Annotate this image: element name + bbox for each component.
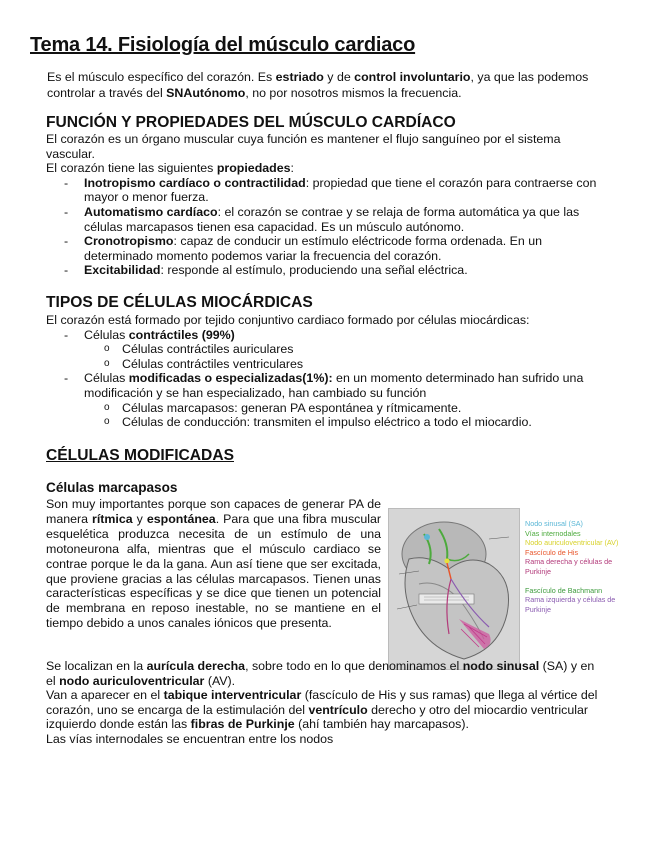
legend-item: Purkinje bbox=[525, 604, 551, 614]
paragraph: Las vías internodales se encuentran entre los nodos bbox=[46, 731, 334, 746]
section-funcion-body bbox=[46, 132, 601, 278]
legend-item: Vías internodales bbox=[525, 528, 581, 538]
list-item: - Automatismo cardíaco: el corazón se contrae y se relaja de forma automática ya que las células marcapasos tienen esa capacidad. Es un músculo autónomo. bbox=[46, 205, 601, 234]
sub-list-item: o Células marcapasos: generan PA espontánea y rítmicamente. bbox=[84, 401, 601, 416]
paragraph: El corazón está formado por tejido conjuntivo cardiaco formado por células miocárdicas: bbox=[46, 313, 530, 327]
section-heading-funcion: FUNCIÓN Y PROPIEDADES DEL MÚSCULO CARDÍACO bbox=[46, 114, 456, 131]
legend-item: Purkinje bbox=[525, 566, 551, 576]
list-item: - Células modificadas o especializadas(1%): en un momento determinado han sufrido una modificación y se han especializado, han cambiado su función o Células marcapasos: generan PA espontánea y rítmicamente. o Células de conducción: transmiten el impulso eléctrico a todo el miocardio. bbox=[46, 371, 601, 429]
list-item: - Cronotropismo: capaz de conducir un estímulo eléctricode forma ordenada. En un determinado momento podemos variar la frecuencia del corazón. bbox=[46, 234, 601, 263]
paragraph: Van a aparecer en el tabique interventricular (fascículo de His y sus ramas) que llega al vértice del corazón, uno se encarga de la estimulación del ventrículo derecho y otro del miocardio ventricular izquierdo donde están las fibras de Purkinje (ahí también hay marcapasos). bbox=[46, 688, 598, 732]
paragraph: Se localizan en la aurícula derecha, sobre todo en lo que denominamos el nodo sinusal (SA) y en el nodo auriculoventricular (AV). bbox=[46, 659, 595, 688]
properties-list bbox=[46, 176, 601, 278]
sub-list bbox=[84, 401, 601, 430]
list-item: - Inotropismo cardíaco o contractilidad: propiedad que tiene el corazón para contraerse con mayor o menor fuerza. bbox=[46, 176, 601, 205]
sub-list-item: o Células de conducción: transmiten el impulso eléctrico a todo el miocardio. bbox=[84, 415, 601, 430]
page-title: Tema 14. Fisiología del músculo cardiaco bbox=[30, 34, 416, 56]
figure-legend bbox=[525, 519, 640, 614]
section-heading-tipos: TIPOS DE CÉLULAS MIOCÁRDICAS bbox=[46, 294, 313, 311]
marcapasos-paragraph: Son muy importantes porque son capaces de generar PA de manera rítmica y espontánea. Para que una fibra muscular esquelética produzca necesita de un estímulo de una motoneurona alfa, mientras que el músculo cardiaco se contrae porque le da la gana. Aun así tiene que ser excitada, que proviene gracias a las células marcapasos. Tienen unas características específicas y se dice que tienen un potencial de membrana en reposo inestable, no se mantiene en el tiempo debido a unos canales iónicos que presenta. bbox=[46, 497, 381, 631]
legend-item: Nodo auriculoventricular (AV) bbox=[525, 538, 619, 548]
sub-list-item: o Células contráctiles ventriculares bbox=[84, 357, 601, 372]
sub-list-item: o Células contráctiles auriculares bbox=[84, 342, 601, 357]
legend-item: Fascículo de Bachmann bbox=[525, 585, 603, 595]
legend-item: Rama izquierda y células de bbox=[525, 595, 616, 605]
paragraph: El corazón es un órgano muscular cuya función es mantener el flujo sanguíneo por el sistema vascular. bbox=[46, 132, 561, 161]
paragraph: El corazón tiene las siguientes propiedades: bbox=[46, 161, 294, 176]
sub-list bbox=[84, 342, 601, 371]
section-heading-modificadas: CÉLULAS MODIFICADAS bbox=[46, 447, 234, 464]
legend-item: Fascículo de His bbox=[525, 547, 579, 557]
section-tipos-body bbox=[46, 313, 601, 430]
localization-paragraphs bbox=[46, 659, 606, 747]
heart-conduction-figure bbox=[388, 508, 520, 670]
cell-types-list bbox=[46, 328, 601, 430]
intro-paragraph: Es el músculo específico del corazón. Es estriado y de control involuntario, ya que las podemos controlar a través del SNAutónomo, no por nosotros mismos la frecuencia. bbox=[47, 70, 589, 100]
list-item: - Células contráctiles (99%) o Células contráctiles auriculares o Células contráctiles ventriculares bbox=[46, 328, 601, 372]
list-item: - Excitabilidad: responde al estímulo, produciendo una señal eléctrica. bbox=[46, 263, 601, 278]
legend-item: Rama derecha y células de bbox=[525, 557, 613, 567]
heart-illustration bbox=[389, 509, 519, 669]
legend-item: Nodo sinusal (SA) bbox=[525, 519, 583, 528]
subheading-marcapasos: Células marcapasos bbox=[46, 480, 178, 495]
